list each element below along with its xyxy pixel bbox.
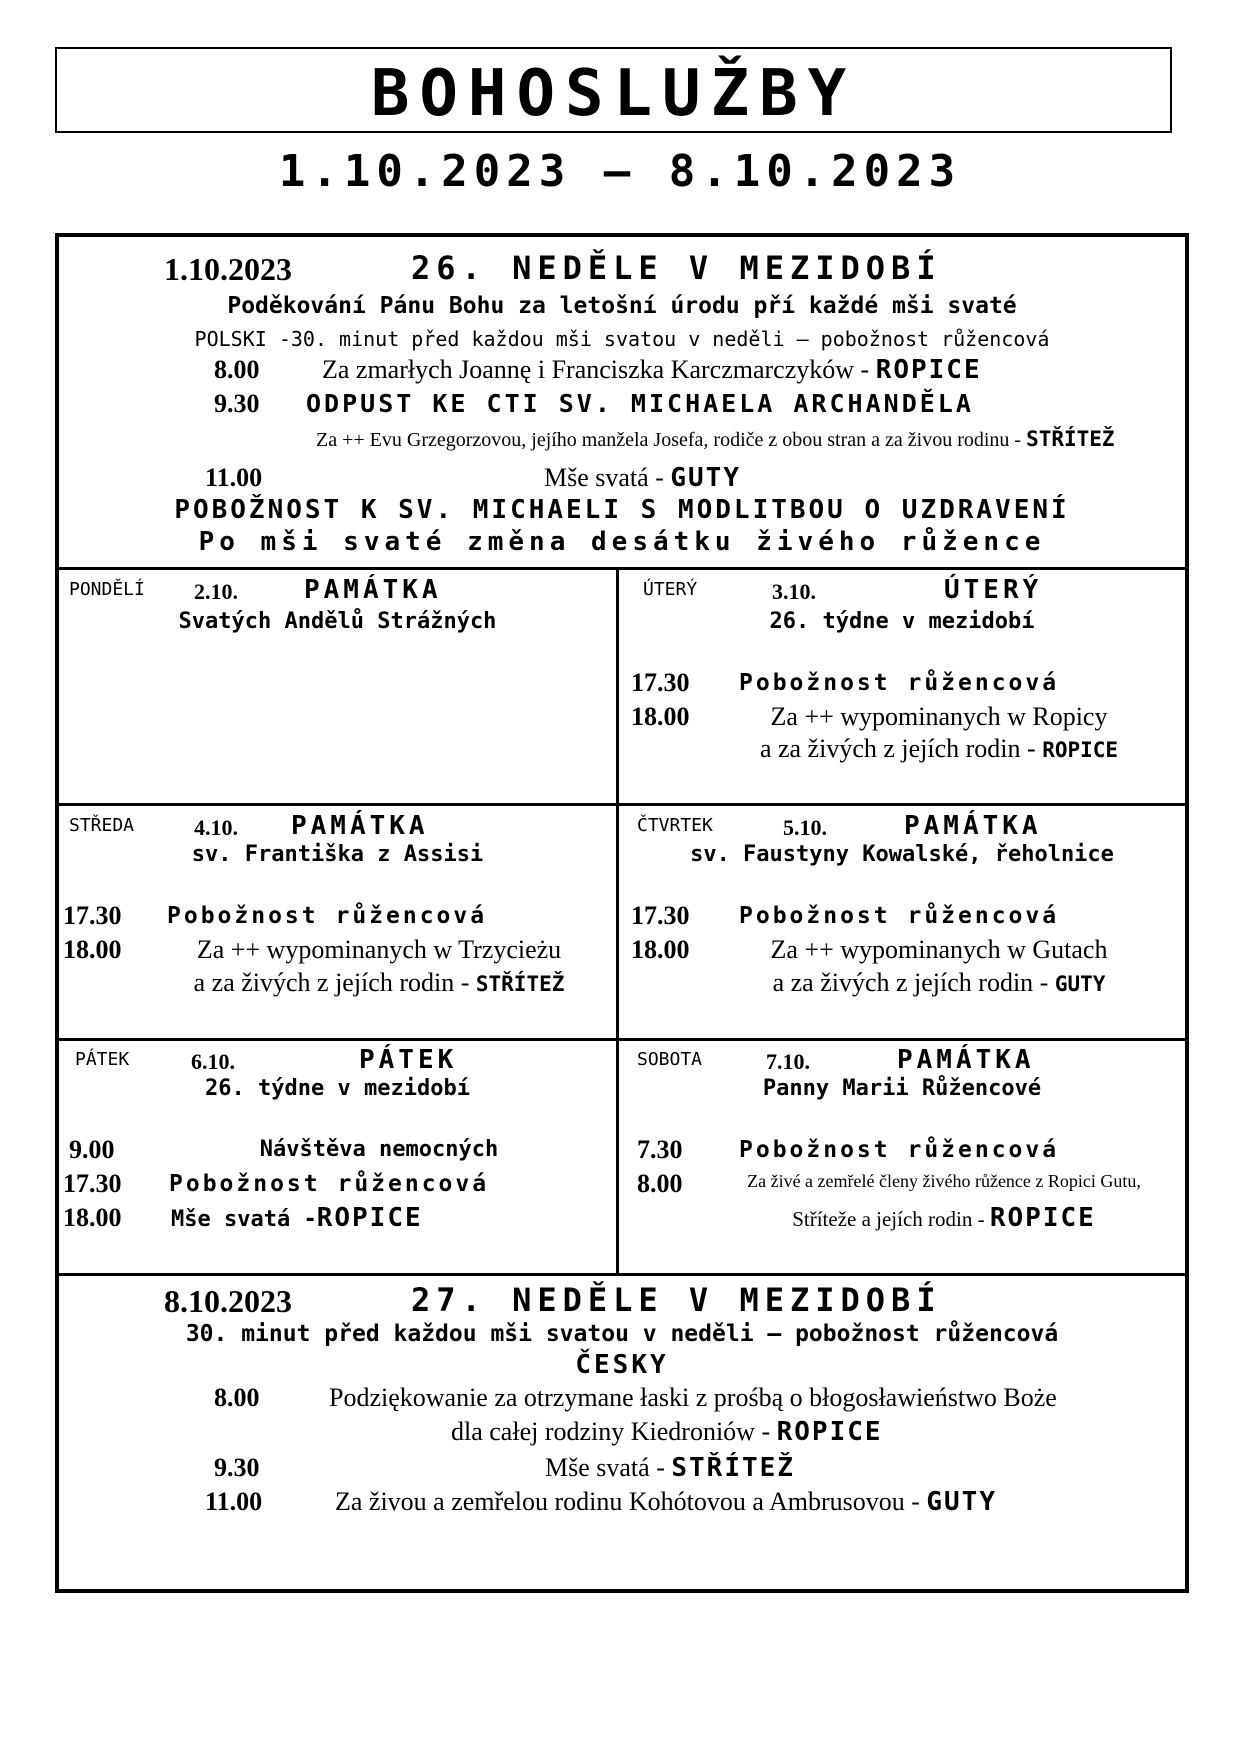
event-time: 18.00 xyxy=(63,1203,122,1232)
event-time: 17.30 xyxy=(63,901,122,930)
intention-text: Za ++ Evu Grzegorzovou, jejího manžela Josefa, rodiče z obou stran a za živou rodinu - xyxy=(316,429,1027,451)
day-feast: PÁTEK xyxy=(359,1045,458,1075)
event-text: Pobožnost růžencová xyxy=(167,903,488,929)
place-name: ROPICE xyxy=(1042,738,1119,762)
intention-text: Za živou a zemřelou rodinu Kohótovou a Ambrusovou - xyxy=(335,1487,927,1516)
place-name: STŘÍTEŽ xyxy=(475,972,565,996)
day-label: ÚTERÝ xyxy=(643,579,698,600)
intention-text: a za živých z jejích rodin - xyxy=(193,968,476,997)
rosary-change-note: Po mši svaté změna desátku živého růžence xyxy=(198,527,1046,557)
sunday-date: 1.10.2023 xyxy=(164,251,292,287)
devotion-note: POBOŽNOST K SV. MICHAELI S MODLITBOU O UZDRAVENÍ xyxy=(174,495,1070,525)
mass-intention: Podziękowanie za otrzymane łaski z prośbą o błogosławieństwo Boże xyxy=(329,1383,1057,1412)
thanksgiving-note: Poděkování Pánu Bohu za letošní úrodu pří každé mši svaté xyxy=(227,293,1017,319)
place-name: ROPICE xyxy=(875,355,982,385)
mass-intention xyxy=(545,1453,795,1483)
event-text xyxy=(149,968,609,998)
mass-time: 8.00 xyxy=(214,1383,260,1412)
day-date: 4.10. xyxy=(194,815,238,840)
day-subtitle: Svatých Andělů Strážných xyxy=(178,609,497,634)
event-time: 18.00 xyxy=(631,935,690,964)
day-subtitle: 26. týdne v mezidobí xyxy=(769,609,1035,634)
language-note: ČESKY xyxy=(575,1350,669,1380)
event-text: Pobožnost růžencová xyxy=(169,1171,490,1197)
place-name: STŘÍTEŽ xyxy=(1026,427,1115,451)
day-date: 3.10. xyxy=(772,579,816,604)
day-feast: PAMÁTKA xyxy=(904,811,1042,841)
day-label: SOBOTA xyxy=(637,1049,703,1070)
day-label: PÁTEK xyxy=(75,1049,130,1070)
divider xyxy=(59,803,1185,806)
mass-intention xyxy=(316,427,1115,452)
intention-text: Mše svatá - xyxy=(545,1453,672,1482)
place-name: GUTY xyxy=(670,463,741,493)
mass-time: 9.30 xyxy=(214,1453,260,1482)
place-name: GUTY xyxy=(926,1487,997,1517)
place-name: STŘÍTEŽ xyxy=(671,1453,795,1483)
event-time: 18.00 xyxy=(631,702,690,731)
feast-title: ODPUST KE CTI SV. MICHAELA ARCHANDĚLA xyxy=(306,389,974,418)
event-text: Pobožnost růžencová xyxy=(739,1137,1060,1163)
event-text xyxy=(709,1203,1179,1233)
divider xyxy=(59,567,1185,570)
event-time: 17.30 xyxy=(63,1169,122,1198)
intention-text: Mše svatá - xyxy=(171,1207,317,1232)
page-title: BOHOSLUŽBY xyxy=(370,57,857,131)
divider xyxy=(59,1038,1185,1041)
day-subtitle: sv. Františka z Assisi xyxy=(191,842,484,867)
day-date: 7.10. xyxy=(766,1049,810,1074)
event-text: Návštěva nemocných xyxy=(259,1137,499,1162)
intention-text: a za živých z jejích rodin - xyxy=(759,734,1043,763)
mass-intention xyxy=(544,463,741,493)
place-name: ROPICE xyxy=(316,1203,423,1233)
day-feast: PAMÁTKA xyxy=(897,1045,1035,1075)
day-feast: ÚTERÝ xyxy=(944,575,1043,605)
event-text xyxy=(171,1203,423,1233)
event-time: 7.30 xyxy=(637,1135,683,1164)
day-subtitle: 26. týdne v mezidobí xyxy=(205,1076,470,1101)
intention-text: a za živých z jejích rodin - xyxy=(772,968,1055,997)
mass-time: 8.00 xyxy=(214,355,260,384)
place-name: GUTY xyxy=(1054,972,1106,996)
schedule-table xyxy=(55,233,1189,1593)
sunday-date: 8.10.2023 xyxy=(164,1283,292,1319)
divider xyxy=(616,567,619,1276)
divider xyxy=(59,1273,1185,1276)
event-time: 17.30 xyxy=(631,901,690,930)
polish-rosary-note: POLSKI -30. minut před každou mši svatou v neděli – pobožnost růžencová xyxy=(194,327,1050,351)
mass-time: 11.00 xyxy=(205,463,263,492)
mass-intention xyxy=(451,1417,883,1447)
day-date: 6.10. xyxy=(191,1049,235,1074)
event-time: 9.00 xyxy=(69,1135,115,1164)
mass-intention xyxy=(322,355,982,385)
sunday-name: 27. NEDĚLE V MEZIDOBÍ xyxy=(411,1281,942,1319)
day-label: STŘEDA xyxy=(69,815,135,836)
day-subtitle: sv. Faustyny Kowalské, řeholnice xyxy=(690,842,1114,867)
event-time: 8.00 xyxy=(637,1169,683,1198)
event-text: Za ++ wypominanych w Gutach xyxy=(770,935,1108,964)
sunday-name: 26. NEDĚLE V MEZIDOBÍ xyxy=(411,249,942,287)
event-text xyxy=(719,734,1159,764)
intention-text: Mše svatá - xyxy=(544,463,671,492)
day-feast: PAMÁTKA xyxy=(304,575,442,605)
intention-text: dla całej rodziny Kiedroniów - xyxy=(451,1417,777,1446)
place-name: ROPICE xyxy=(989,1203,1096,1233)
mass-intention xyxy=(335,1487,997,1517)
place-name: ROPICE xyxy=(776,1417,883,1447)
mass-time: 9.30 xyxy=(214,389,260,418)
date-range: 1.10.2023 – 8.10.2023 xyxy=(278,146,962,197)
day-label: ČTVRTEK xyxy=(637,815,713,836)
day-date: 5.10. xyxy=(783,815,827,840)
rosary-note: 30. minut před každou mši svatou v neděli – pobožnost růžencová xyxy=(185,1321,1059,1347)
day-subtitle: Panny Marii Růžencové xyxy=(762,1076,1042,1101)
event-text xyxy=(719,968,1159,998)
event-text: Za ++ wypominanych w Trzycieżu xyxy=(196,935,562,964)
mass-time: 11.00 xyxy=(205,1487,263,1516)
intention-text: Stříteže a jejích rodin - xyxy=(792,1207,990,1231)
event-time: 18.00 xyxy=(63,935,122,964)
event-text: Za ++ wypominanych w Ropicy xyxy=(770,702,1108,731)
event-text: Pobožnost růžencová xyxy=(739,670,1060,696)
intention-text: Za zmarłych Joannę i Franciszka Karczmarczyków - xyxy=(322,355,876,384)
event-time: 17.30 xyxy=(631,668,690,697)
day-date: 2.10. xyxy=(194,579,238,604)
day-feast: PAMÁTKA xyxy=(291,811,429,841)
event-text: Za živé a zemřelé členy živého růžence z Ropici Gutu, xyxy=(747,1171,1141,1191)
event-text: Pobožnost růžencová xyxy=(739,903,1060,929)
title-box xyxy=(55,47,1172,133)
day-label: PONDĚLÍ xyxy=(69,579,145,600)
